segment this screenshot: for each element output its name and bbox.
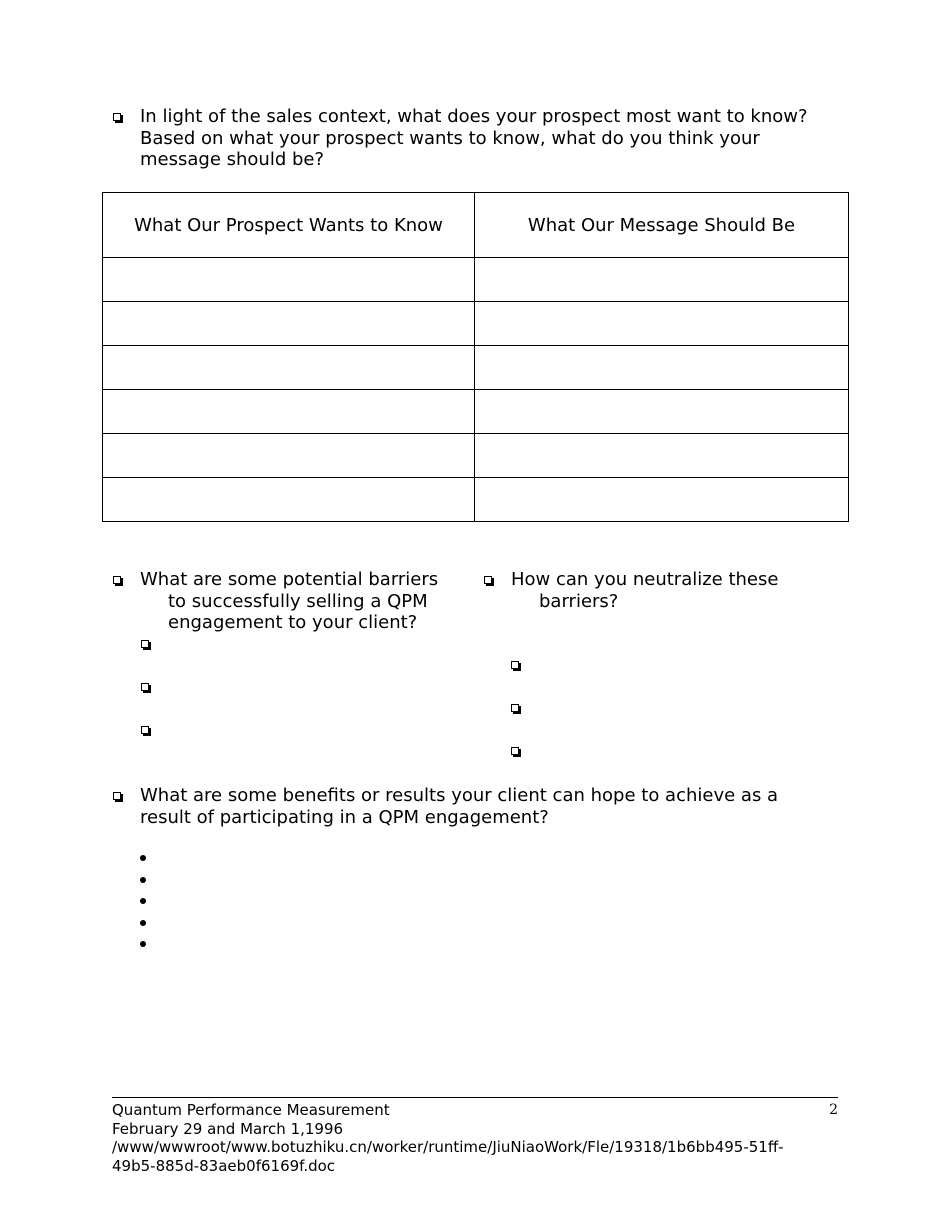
neutralize-item-checkbox-icon[interactable]	[511, 747, 519, 755]
footer-file-path-line2: 49b5-885d-83aeb0f6169f.doc	[112, 1156, 336, 1175]
table-cell[interactable]	[475, 258, 849, 302]
checkbox-bullet-icon	[113, 792, 121, 800]
column-header-message: What Our Message Should Be	[475, 193, 849, 258]
question-prospect-line2: Based on what your prospect wants to know, what do you think your	[140, 127, 760, 149]
question-neutralize-line2: barriers?	[539, 590, 619, 612]
question-neutralize-line1: How can you neutralize these	[511, 569, 779, 590]
question-barriers-line3: engagement to your client?	[168, 612, 418, 633]
table-cell[interactable]	[475, 478, 849, 522]
question-barriers-line2: to successfully selling a QPM	[168, 590, 428, 612]
table-row	[103, 258, 849, 302]
question-barriers	[140, 569, 470, 634]
footer-title: Quantum Performance Measurement	[112, 1101, 390, 1119]
table-row	[103, 434, 849, 478]
barrier-item-checkbox-icon[interactable]	[141, 726, 149, 734]
question-prospect	[140, 106, 860, 171]
question-prospect-line1: In light of the sales context, what does your prospect most want to know?	[140, 106, 808, 127]
barrier-item-checkbox-icon[interactable]	[141, 640, 149, 648]
checkbox-bullet-icon	[484, 576, 492, 584]
table-cell[interactable]	[475, 434, 849, 478]
question-benefits	[140, 785, 860, 828]
barrier-item-checkbox-icon[interactable]	[141, 683, 149, 691]
benefit-bullet-icon	[140, 941, 146, 947]
footer-file-path-line1: /www/wwwroot/www.botuzhiku.cn/worker/runtime/JiuNiaoWork/Fle/19318/1b6bb495-51ff-	[112, 1138, 784, 1156]
checkbox-bullet-icon	[113, 576, 121, 584]
table-row	[103, 478, 849, 522]
table-cell[interactable]	[103, 434, 475, 478]
footer-divider	[112, 1097, 838, 1098]
table-cell[interactable]	[103, 302, 475, 346]
table-cell[interactable]	[475, 346, 849, 390]
table-cell[interactable]	[475, 390, 849, 434]
benefit-bullet-icon	[140, 855, 146, 861]
table-row	[103, 302, 849, 346]
table-cell[interactable]	[103, 346, 475, 390]
neutralize-item-checkbox-icon[interactable]	[511, 661, 519, 669]
table-header-row	[103, 193, 849, 258]
table-row	[103, 390, 849, 434]
question-barriers-line1: What are some potential barriers	[140, 569, 439, 590]
footer	[112, 1101, 838, 1175]
question-prospect-line3: message should be?	[140, 149, 325, 170]
benefit-bullet-icon	[140, 898, 146, 904]
checkbox-bullet-icon	[113, 113, 121, 121]
page-number: 2	[829, 1102, 838, 1118]
benefit-bullet-icon	[140, 877, 146, 883]
footer-dates: February 29 and March 1,1996	[112, 1119, 344, 1138]
column-header-prospect: What Our Prospect Wants to Know	[103, 193, 475, 258]
table-row	[103, 346, 849, 390]
question-benefits-line2: result of participating in a QPM engagement?	[140, 806, 549, 828]
question-neutralize	[511, 569, 841, 612]
table-cell[interactable]	[103, 258, 475, 302]
table-cell[interactable]	[475, 302, 849, 346]
benefit-bullet-icon	[140, 920, 146, 926]
neutralize-item-checkbox-icon[interactable]	[511, 704, 519, 712]
table-cell[interactable]	[103, 478, 475, 522]
prospect-message-table	[102, 192, 849, 522]
table-cell[interactable]	[103, 390, 475, 434]
question-benefits-line1: What are some benefits or results your client can hope to achieve as a	[140, 785, 779, 806]
